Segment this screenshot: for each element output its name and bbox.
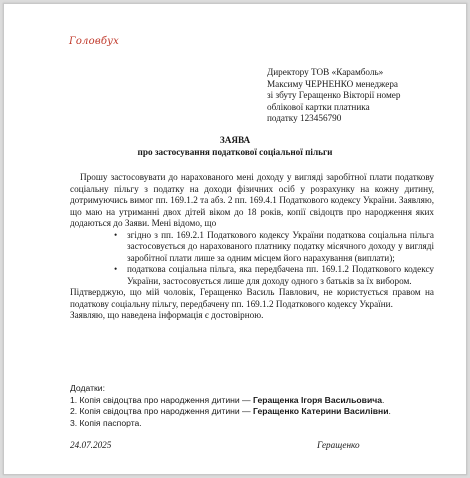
attachment-name: Геращенка Ігоря Васильовича [253,394,382,405]
paragraph-confirmation: Підтверджую, що мій чоловік, Геращенко Василь Павлович, не користується правом на податкову соціальну пільгу, передбачену пп. 169.1.2 Податкового кодексу України. [70,287,434,309]
conditions-list [70,230,434,288]
attachment-name: Геращенко Катерини Василівни [253,406,389,417]
attachment-suffix: . [388,406,391,417]
list-item [114,230,434,265]
addressee-line: зі збуту Геращенко Вікторії номер [267,90,401,100]
logo-text: Головбух [69,36,119,47]
document-title: ЗАЯВА [219,135,251,145]
document-page [3,3,467,475]
attachment-prefix: 3. Копія паспорта. [70,417,142,428]
list-item-text: згідно з пп. 169.2.1 Податкового кодексу України податкова соціальна пільга застосовується до нарахованого платнику податку місячного доходу у вигляді заробітної плати лише за одним місцем його нарахування (виплати); [127,229,434,263]
addressee-line: податку 123456790 [267,113,342,123]
bullet-icon: • [114,264,118,274]
paragraph-declaration: Заявляю, що наведена інформація є достовірною. [70,310,264,320]
list-item [114,264,434,287]
attachment-prefix: 1. Копія свідоцтва про народження дитини — [70,394,254,405]
attachment-item [70,406,434,418]
body-text [70,172,434,322]
attachment-item [70,418,434,430]
addressee-line: облікової картки платника [267,101,370,112]
attachments-heading: Додатки: [70,383,105,393]
addressee-line: Директору ТОВ «Карамболь» [267,67,384,77]
attachment-prefix: 2. Копія свідоцтва про народження дитини — [70,406,254,417]
paragraph-request: Прошу застосовувати до нарахованого мені доходу у вигляді заробітної плати податкову соціальну пільгу з податку на доходи фізичних осіб у розрахунку на кожну дитину, дотримуючись вимог пп. 169.1.2 та абз. 2 пп. 169.4.1 Податкового кодексу України. Заявляю, що маю на утриманні двох дітей віком до 18 років, копії свідоцтв про народження яких додаються до Заяви. Мені відомо, що [70,172,434,228]
bullet-icon: • [114,229,118,240]
attachment-item [70,395,434,407]
document-date: 24.07.2025 [70,440,112,450]
attachment-suffix: . [382,394,385,405]
attachments-block [70,383,434,429]
list-item-text: податкова соціальна пільга, яка передбачена пп. 169.1.2 Податкового кодексу України, застосовується лише для доходу одного з батьків за їх вибором. [127,264,434,286]
document-subtitle: про застосування податкової соціальної пільги [137,147,333,157]
addressee-line: Максиму ЧЕРНЕНКО менеджера [267,78,399,89]
addressee-block [267,67,419,125]
signature: Геращенко [317,440,360,450]
